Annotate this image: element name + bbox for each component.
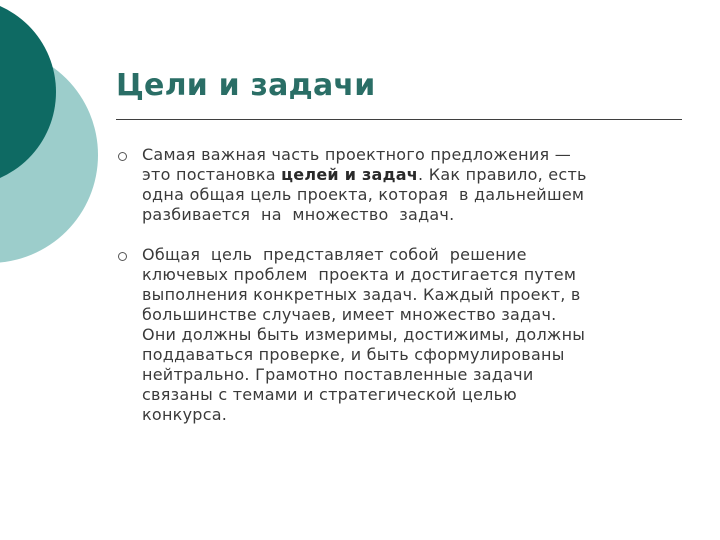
text-segment: конкурса. xyxy=(142,405,228,424)
bullet-line xyxy=(142,405,696,425)
bullet-line xyxy=(142,145,696,165)
text-segment: Общая цель представляет собой решение xyxy=(142,245,527,264)
corner-decoration-circles xyxy=(0,0,110,300)
text-segment: разбивается на множество задач. xyxy=(142,205,455,224)
text-segment: поддаваться проверке, и быть сформулированы xyxy=(142,345,565,364)
text-segment: одна общая цель проекта, которая в дальнейшем xyxy=(142,185,585,204)
text-segment: ключевых проблем проекта и достигается путем xyxy=(142,265,577,284)
bullet-line xyxy=(142,205,696,225)
text-segment: нейтрально. Грамотно поставленные задачи xyxy=(142,365,534,384)
bullet-line xyxy=(142,285,696,305)
text-segment: связаны с темами и стратегической целью xyxy=(142,385,517,404)
bullet-line xyxy=(142,385,696,405)
bullet-line xyxy=(142,185,696,205)
bullet-list xyxy=(116,145,696,425)
text-segment: большинстве случаев, имеет множество задач. xyxy=(142,305,557,324)
text-segment: . Как правило, есть xyxy=(418,165,587,184)
text-segment: Они должны быть измеримы, достижимы, должны xyxy=(142,325,586,344)
text-segment: выполнения конкретных задач. Каждый проект, в xyxy=(142,285,581,304)
bullet-line xyxy=(142,245,696,265)
text-segment: это постановка xyxy=(142,165,282,184)
bullet-line xyxy=(142,345,696,365)
bullet-line xyxy=(142,305,696,325)
bullet-marker-icon xyxy=(118,152,127,161)
text-segment: Самая важная часть проектного предложения — xyxy=(142,145,571,164)
bullet-item xyxy=(116,145,696,225)
slide-title: Цели и задачи xyxy=(116,68,376,103)
bullet-line xyxy=(142,265,696,285)
bullet-line xyxy=(142,165,696,185)
emphasis-text: целей и задач xyxy=(281,165,419,184)
bullet-item xyxy=(116,245,696,425)
bullet-text xyxy=(142,245,696,425)
title-divider xyxy=(116,119,682,120)
bullet-line xyxy=(142,325,696,345)
bullet-line xyxy=(142,365,696,385)
bullet-marker-icon xyxy=(118,252,127,261)
bullet-text xyxy=(142,145,696,225)
